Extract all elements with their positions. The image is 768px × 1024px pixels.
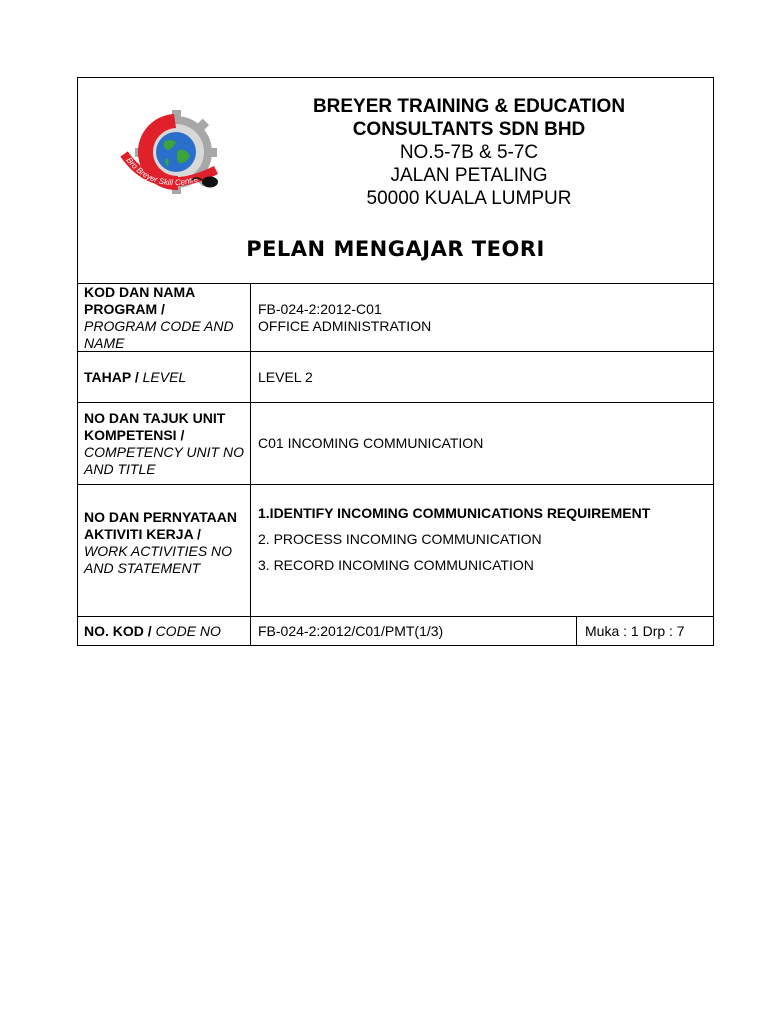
level-label [78, 352, 251, 402]
level-label-bold: TAHAP / [84, 368, 139, 385]
document-form [77, 77, 714, 646]
program-label [78, 284, 251, 351]
level-row [78, 352, 713, 403]
competency-row [78, 403, 713, 485]
level-value: LEVEL 2 [258, 368, 313, 385]
program-code: FB-024-2:2012-C01 [258, 300, 382, 317]
program-label-bold: KOD DAN NAMA PROGRAM / [84, 283, 195, 317]
activity-item: 2. PROCESS INCOMING COMMUNICATION [258, 531, 542, 547]
address-line2: JALAN PETALING [390, 165, 548, 186]
company-name-line2: CONSULTANTS SDN BHD [352, 119, 586, 140]
code-row [78, 617, 713, 645]
activities-list [251, 485, 713, 616]
document-title: PELAN MENGAJAR TEORI [246, 237, 545, 261]
code-value: FB-024-2:2012/C01/PMT(1/3) [251, 617, 577, 645]
code-label-italic: CODE NO [155, 622, 221, 639]
document-header [78, 78, 713, 284]
competency-value: C01 INCOMING COMMUNICATION [258, 435, 484, 451]
activity-item: 1.IDENTIFY INCOMING COMMUNICATIONS REQUIREMENT [258, 505, 651, 521]
competency-label [78, 403, 251, 484]
address-line1: NO.5-7B & 5-7C [399, 142, 539, 163]
program-name: OFFICE ADMINISTRATION [258, 317, 432, 334]
code-label [78, 617, 251, 645]
activity-item: 3. RECORD INCOMING COMMUNICATION [258, 557, 534, 573]
activities-label-bold: NO DAN PERNYATAAN AKTIVITI KERJA / [84, 509, 237, 542]
competency-label-italic: COMPETENCY UNIT NO AND TITLE [84, 443, 244, 477]
program-value [251, 284, 713, 351]
program-label-italic: PROGRAM CODE AND NAME [84, 317, 234, 351]
page-number: Muka : 1 Drp : 7 [585, 623, 685, 639]
logo-text: Bro Breyer Skill Centre [124, 155, 200, 188]
activities-row [78, 485, 713, 617]
activities-label [78, 485, 251, 616]
globe-icon [156, 132, 196, 172]
activities-label-italic: WORK ACTIVITIES NO AND STATEMENT [84, 543, 233, 576]
program-row [78, 284, 713, 352]
company-name-line1: BREYER TRAINING & EDUCATION [312, 96, 626, 117]
company-info [268, 95, 670, 210]
company-logo [116, 108, 226, 200]
level-label-italic: LEVEL [142, 368, 187, 385]
competency-label-bold: NO DAN TAJUK UNIT KOMPETENSI / [84, 409, 226, 443]
code-label-bold: NO. KOD / [84, 622, 152, 639]
address-line3: 50000 KUALA LUMPUR [366, 188, 572, 209]
